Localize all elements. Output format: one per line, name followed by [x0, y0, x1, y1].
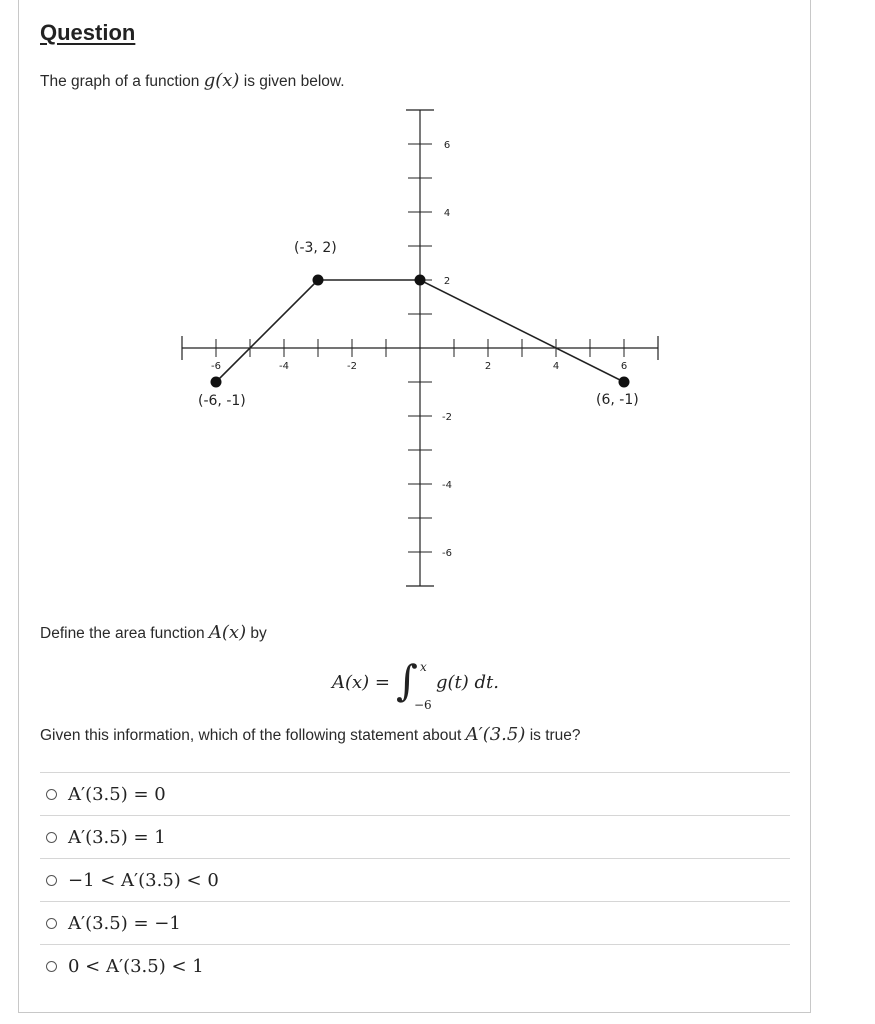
point-annotation: (-6, -1): [198, 393, 246, 409]
integral-sign-icon: ∫: [396, 656, 418, 705]
intro-math: g(x): [203, 70, 240, 91]
prompt-before: Given this information, which of the following statement about: [40, 727, 466, 744]
define-text: [40, 622, 267, 643]
x-tick-label: 6: [620, 361, 628, 372]
data-point: [313, 275, 324, 286]
x-tick-label: -2: [347, 361, 357, 372]
data-point: [619, 377, 630, 388]
intro-text: [40, 70, 345, 91]
define-after: by: [246, 625, 267, 642]
y-tick-label: 2: [443, 276, 451, 287]
answer-option[interactable]: [40, 858, 790, 901]
data-point: [211, 377, 222, 388]
point-annotation: (6, -1): [596, 392, 639, 408]
x-tick-label: 4: [552, 361, 560, 372]
prompt-math: A′(3.5): [465, 724, 526, 745]
radio-icon[interactable]: [46, 789, 57, 800]
y-tick-label: 6: [443, 140, 451, 151]
radio-icon[interactable]: [46, 875, 57, 886]
function-graph: [160, 100, 670, 590]
data-point: [415, 275, 426, 286]
answer-option[interactable]: [40, 772, 790, 815]
option-label: A′(3.5) = −1: [68, 912, 181, 934]
intro-after: is given below.: [239, 73, 345, 90]
define-math: A(x): [208, 622, 247, 643]
point-annotation: (-3, 2): [294, 240, 337, 256]
y-tick-label: -2: [442, 412, 452, 423]
y-tick-label: -4: [442, 480, 452, 491]
option-label: A′(3.5) = 1: [68, 826, 166, 848]
question-heading: Question: [40, 20, 136, 45]
x-tick-label: 2: [484, 361, 492, 372]
answer-option[interactable]: [40, 901, 790, 944]
intro-before: The graph of a function: [40, 73, 204, 90]
answer-option[interactable]: [40, 944, 790, 987]
answer-option[interactable]: [40, 815, 790, 858]
prompt-text: [40, 724, 581, 745]
radio-icon[interactable]: [46, 961, 57, 972]
area-function-equation: [332, 656, 532, 712]
option-label: 0 < A′(3.5) < 1: [68, 955, 204, 977]
prompt-after: is true?: [525, 727, 581, 744]
radio-icon[interactable]: [46, 918, 57, 929]
define-before: Define the area function: [40, 625, 209, 642]
y-tick-label: -6: [442, 548, 452, 559]
option-label: A′(3.5) = 0: [68, 783, 166, 805]
x-tick-label: -6: [211, 361, 221, 372]
x-tick-label: -4: [279, 361, 289, 372]
equation-lhs: A(x) =: [332, 672, 390, 693]
upper-limit: x: [420, 660, 427, 674]
answer-options: [40, 772, 790, 987]
radio-icon[interactable]: [46, 832, 57, 843]
integrand: g(t) dt.: [436, 672, 499, 693]
lower-limit: −6: [414, 698, 432, 712]
option-label: −1 < A′(3.5) < 0: [68, 869, 219, 891]
y-tick-label: 4: [443, 208, 451, 219]
